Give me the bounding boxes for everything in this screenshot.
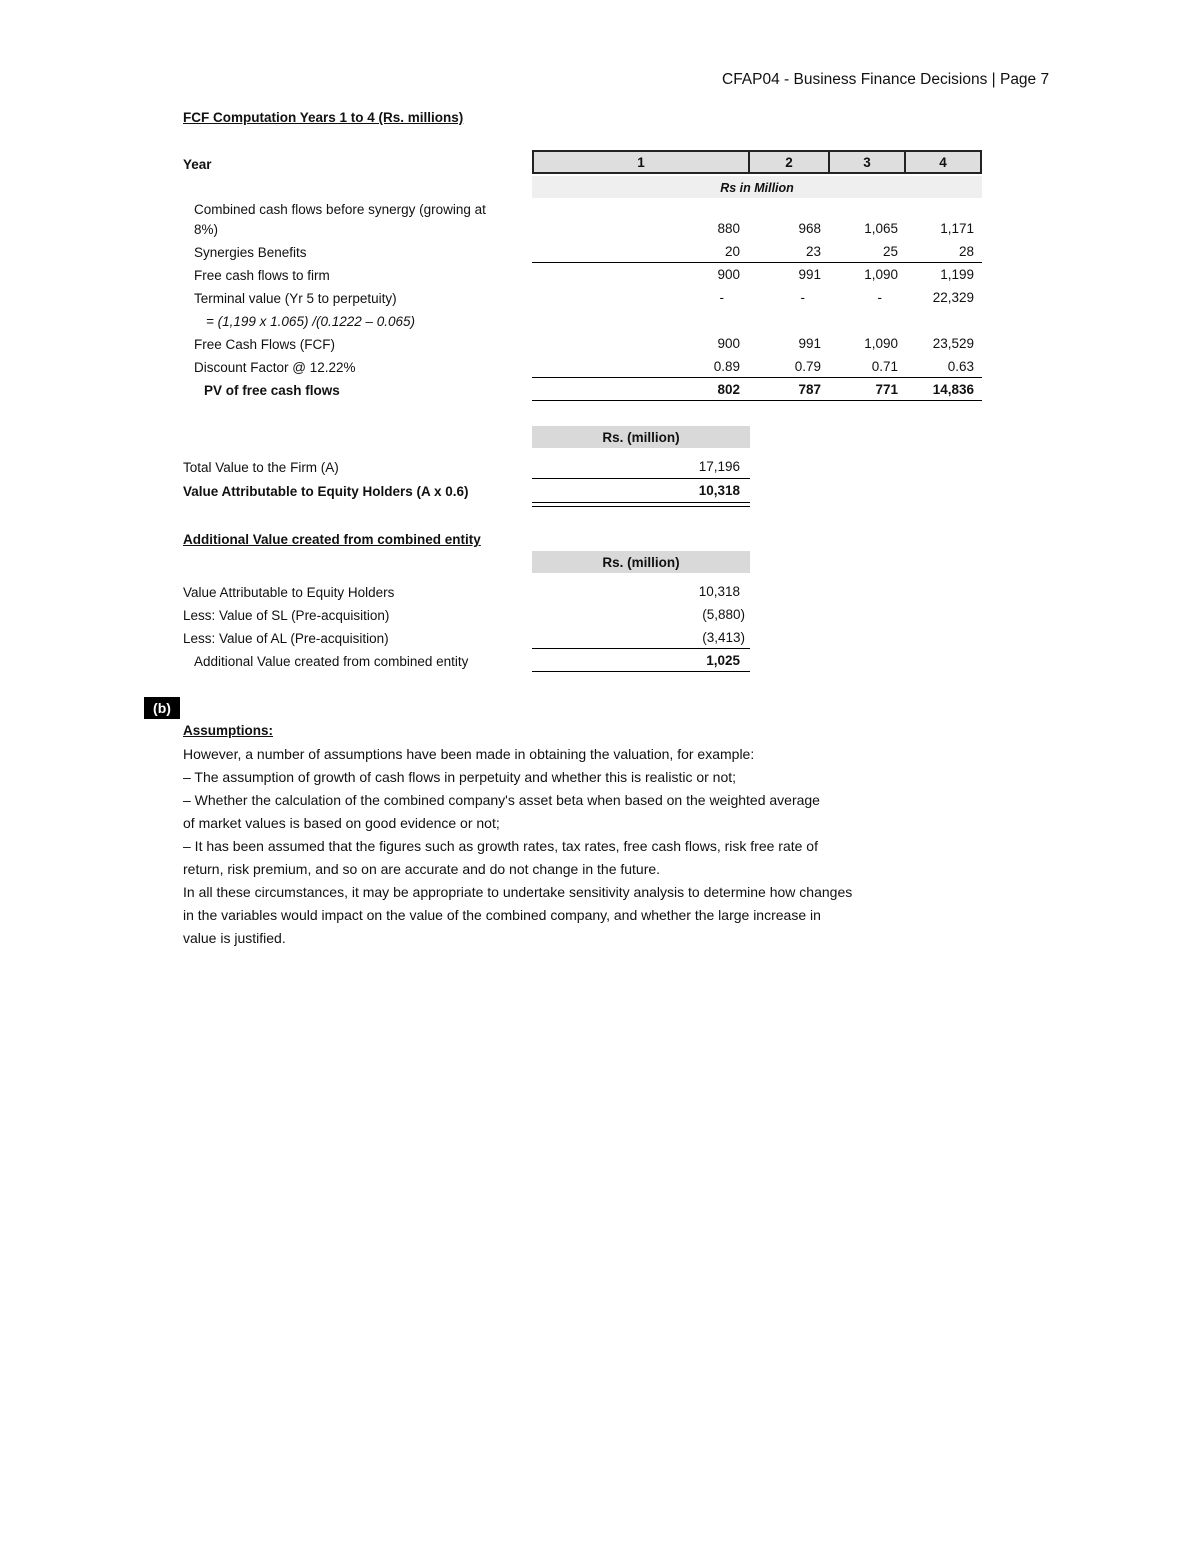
fcf-cell: 1,171 [940, 221, 974, 236]
fcf-row-label: Free Cash Flows (FCF) [194, 337, 336, 352]
year-header-text: 2 [785, 154, 793, 170]
additional-row-label: Less: Value of AL (Pre-acquisition) [183, 631, 389, 646]
fcf-cell: 23,529 [932, 336, 974, 351]
fcf-cell: 0.89 [713, 359, 740, 374]
value-row-label: Value Attributable to Equity Holders (A x 0.6) [183, 484, 469, 499]
fcf-cell: 900 [717, 267, 740, 282]
row-divider [532, 262, 982, 263]
table-bottom-rule [532, 671, 750, 672]
year-label: Year [183, 157, 212, 172]
fcf-cell: 0.71 [871, 359, 898, 374]
fcf-cell: 991 [798, 336, 821, 351]
row-divider [532, 648, 750, 649]
year-header-text: 3 [863, 154, 871, 170]
assumptions-line: return, risk premium, and so on are accurate and do not change in the future. [183, 861, 661, 877]
fcf-cell: 991 [798, 267, 821, 282]
fcf-cell: 900 [717, 336, 740, 351]
fcf-cell: 1,065 [864, 221, 898, 236]
terminal-value-formula: = (1,199 x 1.065) /(0.1222 – 0.065) [206, 314, 416, 329]
value-table-header-text: Rs. (million) [602, 429, 680, 445]
fcf-row-label: Combined cash flows before synergy (growing at [194, 202, 486, 217]
part-b-marker: (b) [144, 697, 180, 719]
additional-cell: (5,880) [702, 607, 745, 622]
fcf-cell: 968 [798, 221, 821, 236]
fcf-cell: 22,329 [932, 290, 974, 305]
assumptions-line: of market values is based on good evidence or not; [183, 815, 500, 831]
additional-cell: 1,025 [706, 653, 740, 668]
value-cell: 17,196 [698, 459, 740, 474]
fcf-cell: 23 [805, 244, 821, 259]
assumptions-line: However, a number of assumptions have been made in obtaining the valuation, for example: [183, 746, 755, 762]
fcf-row-label: Terminal value (Yr 5 to perpetuity) [194, 291, 397, 306]
fcf-cell: 0.79 [794, 359, 821, 374]
fcf-cell: - [800, 290, 805, 305]
fcf-cell: 0.63 [947, 359, 974, 374]
fcf-cell: 1,090 [864, 336, 898, 351]
unit-caption: Rs in Million [720, 181, 794, 195]
value-table-header [532, 426, 750, 448]
year-header-cell [748, 150, 830, 174]
assumptions-title: Assumptions: [183, 723, 274, 738]
year-header-text: 4 [939, 154, 947, 170]
fcf-row-label: Free cash flows to firm [194, 268, 330, 283]
assumptions-line: In all these circumstances, it may be appropriate to undertake sensitivity analysis to determine how changes [183, 884, 853, 900]
assumptions-line: in the variables would impact on the value of the combined company, and whether the large increase in [183, 907, 821, 923]
additional-table-header [532, 551, 750, 573]
fcf-row-label: PV of free cash flows [204, 383, 340, 398]
fcf-row-label: Synergies Benefits [194, 245, 307, 260]
double-rule-top [532, 502, 750, 503]
assumptions-line: – It has been assumed that the figures such as growth rates, tax rates, free cash flows, risk free rate of [183, 838, 818, 854]
fcf-row-label: Discount Factor @ 12.22% [194, 360, 356, 375]
fcf-cell: 771 [875, 382, 898, 397]
additional-row-label: Value Attributable to Equity Holders [183, 585, 395, 600]
fcf-cell: - [877, 290, 882, 305]
fcf-cell: 1,090 [864, 267, 898, 282]
fcf-cell: 14,836 [932, 382, 974, 397]
additional-cell: 10,318 [698, 584, 740, 599]
additional-cell: (3,413) [702, 630, 745, 645]
table-bottom-rule [532, 400, 982, 401]
additional-row-label: Additional Value created from combined entity [194, 654, 469, 669]
fcf-cell: 1,199 [940, 267, 974, 282]
year-header-cell [904, 150, 982, 174]
fcf-cell: 802 [717, 382, 740, 397]
assumptions-line: – The assumption of growth of cash flows in perpetuity and whether this is realistic or not; [183, 769, 737, 785]
fcf-cell: 787 [798, 382, 821, 397]
assumptions-line: – Whether the calculation of the combined company's asset beta when based on the weighted average [183, 792, 820, 808]
fcf-cell: - [719, 290, 724, 305]
fcf-section-title: FCF Computation Years 1 to 4 (Rs. millions) [183, 110, 464, 125]
fcf-cell: 25 [882, 244, 898, 259]
fcf-cell: 28 [958, 244, 974, 259]
fcf-cell: 880 [717, 221, 740, 236]
double-rule-bottom [532, 506, 750, 507]
additional-section-title: Additional Value created from combined entity [183, 532, 481, 547]
year-header-cell [828, 150, 906, 174]
row-divider [532, 377, 982, 378]
value-cell: 10,318 [698, 483, 740, 498]
year-header-cell [532, 150, 750, 174]
page-header: CFAP04 - Business Finance Decisions | Page 7 [722, 71, 1050, 88]
year-header-text: 1 [637, 154, 645, 170]
assumptions-paragraph [183, 743, 963, 950]
value-row-label: Total Value to the Firm (A) [183, 460, 339, 475]
fcf-cell: 20 [724, 244, 740, 259]
fcf-row-label-cont: 8%) [194, 222, 219, 237]
row-divider [532, 478, 750, 479]
additional-row-label: Less: Value of SL (Pre-acquisition) [183, 608, 390, 623]
assumptions-line: value is justified. [183, 930, 286, 946]
additional-table-header-text: Rs. (million) [602, 554, 680, 570]
